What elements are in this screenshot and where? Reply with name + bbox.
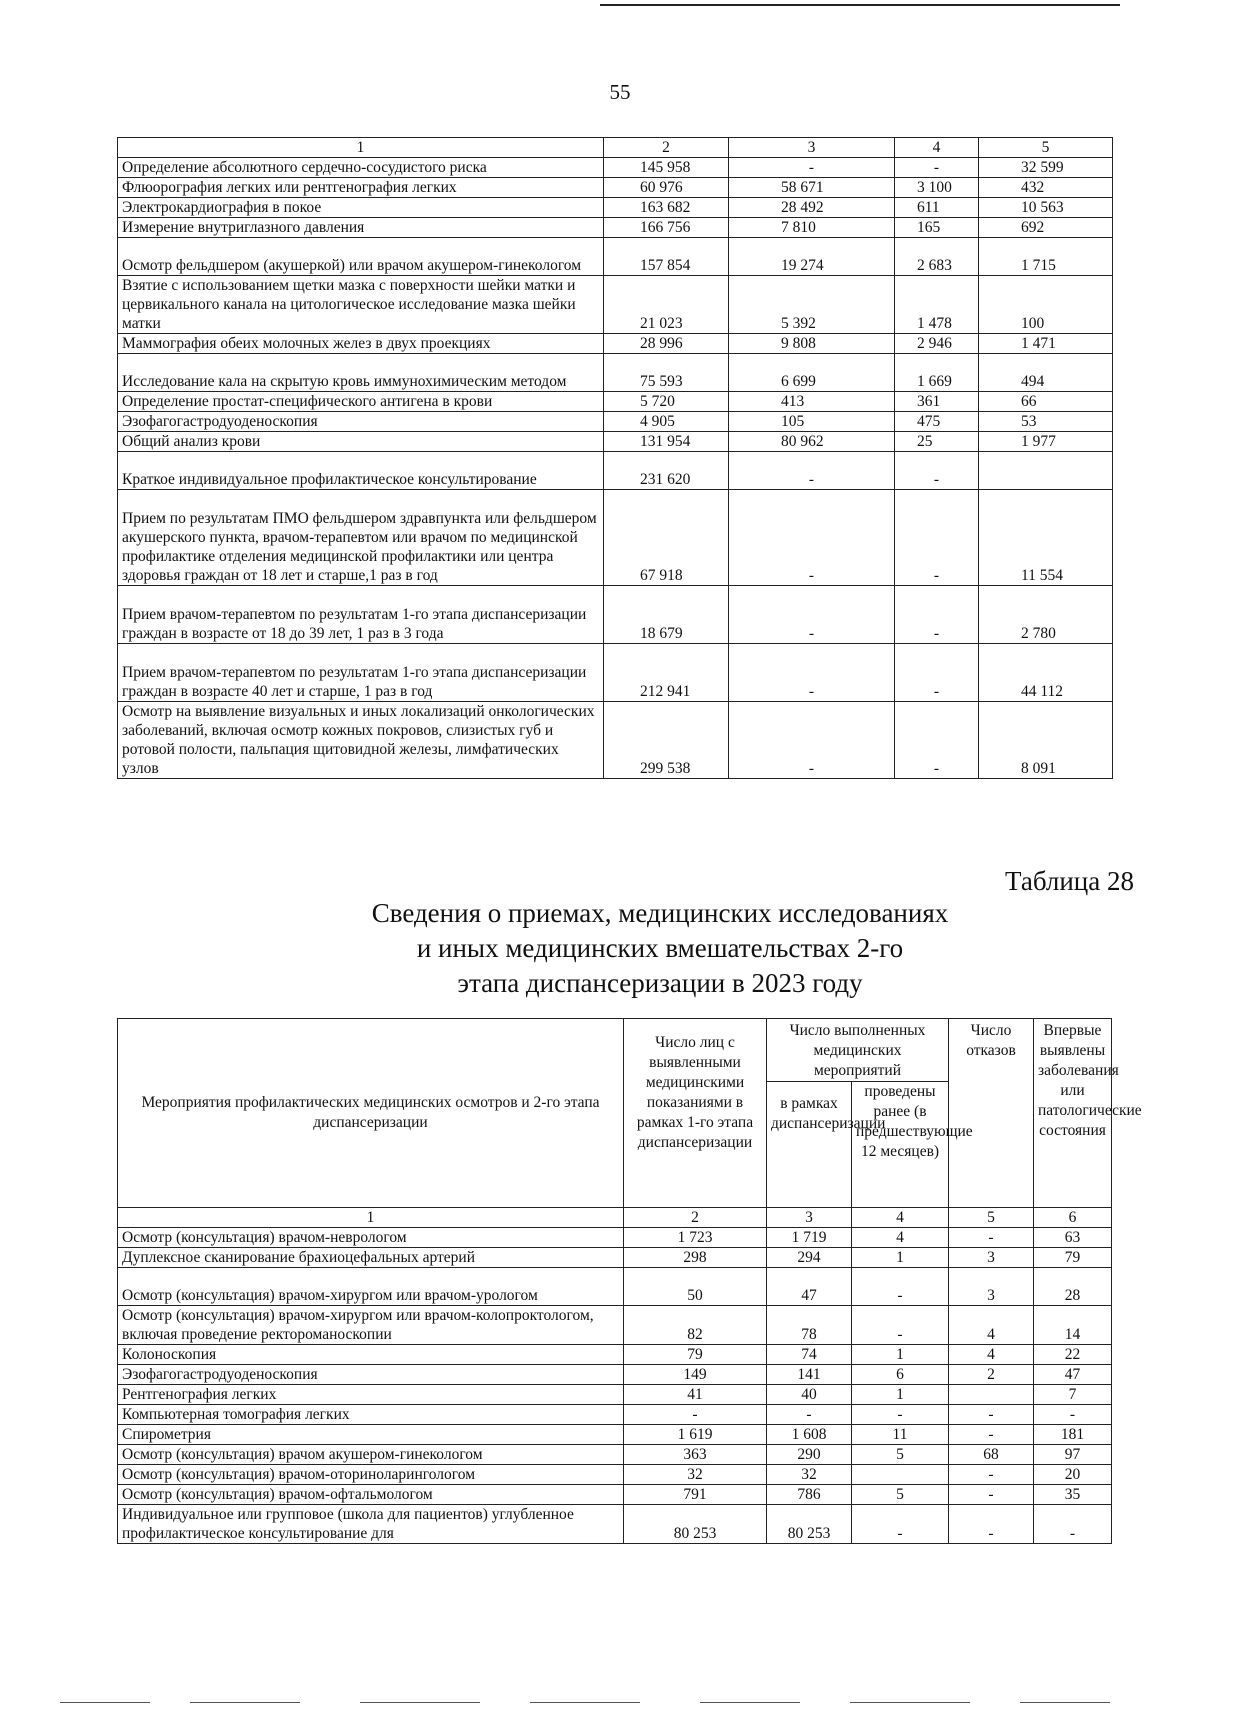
cell-c6: 20 (1034, 1465, 1112, 1485)
cell-c6: 63 (1034, 1228, 1112, 1248)
row-label: Определение абсолютного сердечно-сосудистого риска (118, 158, 604, 178)
cell-c5: - (949, 1405, 1034, 1425)
row-label: Осмотр фельдшером (акушеркой) или врачом акушером-гинекологом (118, 238, 604, 276)
cell-c2: - (624, 1405, 767, 1425)
row-label: Колоноскопия (118, 1345, 624, 1365)
cell-c3: - (729, 452, 895, 490)
cell-c5: - (949, 1465, 1034, 1485)
table-row (118, 1385, 1112, 1405)
cell-c5: 3 (949, 1248, 1034, 1268)
cell-c4: - (895, 158, 979, 178)
cell-c2: 145 958 (604, 158, 729, 178)
table-row (118, 1485, 1112, 1505)
cell-c5: 68 (949, 1445, 1034, 1465)
cell-c4: 25 (895, 432, 979, 452)
cell-c5: 1 977 (979, 432, 1113, 452)
table-row (118, 354, 1113, 392)
column-number: 3 (729, 138, 895, 158)
row-label: Прием по результатам ПМО фельдшером здравпункта или фельдшером акушерского пункта, врачом-терапевтом или врачом по медицинской профилактике отделения медицинской профилактики или центра здоровья граждан от 18 лет и старше,1 раз в год (118, 490, 604, 586)
row-label: Эзофагогастродуоденоскопия (118, 1365, 624, 1385)
cell-c5: 66 (979, 392, 1113, 412)
cell-c3: - (729, 702, 895, 779)
cell-c5: 4 (949, 1306, 1034, 1345)
row-label: Прием врачом-терапевтом по результатам 1-го этапа диспансеризации граждан в возрасте от 18 до 39 лет, 1 раз в 3 года (118, 586, 604, 644)
cell-c5: - (949, 1228, 1034, 1248)
column-number: 4 (895, 138, 979, 158)
cell-c3: 1 608 (767, 1425, 852, 1445)
scan-top-border (600, 4, 1120, 6)
table-row (118, 1345, 1112, 1365)
cell-c4: - (895, 586, 979, 644)
column-number: 1 (118, 1208, 624, 1228)
cell-c2: 131 954 (604, 432, 729, 452)
cell-c2: 4 905 (604, 412, 729, 432)
cell-c5: - (949, 1425, 1034, 1445)
row-label: Дуплексное сканирование брахиоцефальных артерий (118, 1248, 624, 1268)
cell-c3: - (729, 158, 895, 178)
table-row (118, 1425, 1112, 1445)
table-row (118, 238, 1113, 276)
table-row (118, 276, 1113, 334)
cell-c4: 611 (895, 198, 979, 218)
title-line-1: Сведения о приемах, медицинских исследованиях (371, 898, 949, 928)
cell-c6: - (1034, 1405, 1112, 1425)
cell-c3: 105 (729, 412, 895, 432)
cell-c6: 79 (1034, 1248, 1112, 1268)
cell-c2: 18 679 (604, 586, 729, 644)
table-row (118, 158, 1113, 178)
table-row (118, 1365, 1112, 1385)
cell-c3: - (767, 1405, 852, 1425)
cell-c5: 11 554 (979, 490, 1113, 586)
cell-c5: 692 (979, 218, 1113, 238)
title-line-2: и иных медицинских вмешательствах 2-го (416, 933, 904, 963)
column-number: 3 (767, 1208, 852, 1228)
table-row (118, 1445, 1112, 1465)
cell-c3: 74 (767, 1345, 852, 1365)
row-label: Осмотр (консультация) врачом-офтальмологом (118, 1485, 624, 1505)
cell-c5 (949, 1385, 1034, 1405)
cell-c4: - (895, 644, 979, 702)
cell-c3: 47 (767, 1268, 852, 1306)
table-row (118, 490, 1113, 586)
row-label: Рентгенография легких (118, 1385, 624, 1405)
table-row (118, 392, 1113, 412)
table-row (118, 702, 1113, 779)
row-label: Прием врачом-терапевтом по результатам 1-го этапа диспансеризации граждан в возрасте 40 лет и старше, 1 раз в год (118, 644, 604, 702)
table-row (118, 432, 1113, 452)
title-line-3: этапа диспансеризации в 2023 году (457, 968, 863, 998)
cell-c4: 1 (852, 1385, 949, 1405)
cell-c3: - (729, 586, 895, 644)
column-number: 6 (1034, 1208, 1112, 1228)
table-row (118, 218, 1113, 238)
cell-c5: 53 (979, 412, 1113, 432)
cell-c4: - (852, 1268, 949, 1306)
cell-c5: 8 091 (979, 702, 1113, 779)
table-row (118, 198, 1113, 218)
row-label: Общий анализ крови (118, 432, 604, 452)
cell-c2: 41 (624, 1385, 767, 1405)
cell-c3: 28 492 (729, 198, 895, 218)
cell-c4: 2 946 (895, 334, 979, 354)
cell-c4: - (895, 702, 979, 779)
cell-c2: 79 (624, 1345, 767, 1365)
cell-c5: 432 (979, 178, 1113, 198)
row-label: Электрокардиография в покое (118, 198, 604, 218)
cell-c5: 4 (949, 1345, 1034, 1365)
cell-c3: 58 671 (729, 178, 895, 198)
cell-c5: 10 563 (979, 198, 1113, 218)
cell-c2: 67 918 (604, 490, 729, 586)
cell-c2: 231 620 (604, 452, 729, 490)
cell-c4: 11 (852, 1425, 949, 1445)
table-row (118, 452, 1113, 490)
cell-c4: 361 (895, 392, 979, 412)
cell-c2: 157 854 (604, 238, 729, 276)
table-row (118, 1465, 1112, 1485)
table-1-column-numbers (118, 138, 1113, 158)
cell-c4: 1 (852, 1345, 949, 1365)
cell-c5: - (949, 1485, 1034, 1505)
cell-c6: 28 (1034, 1268, 1112, 1306)
cell-c6: - (1034, 1505, 1112, 1544)
cell-c3: 40 (767, 1385, 852, 1405)
cell-c3: 80 962 (729, 432, 895, 452)
table-row (118, 1248, 1112, 1268)
cell-c6: 35 (1034, 1485, 1112, 1505)
cell-c3: 5 392 (729, 276, 895, 334)
header-within-dispensarization: в рамках диспансеризации (767, 1082, 852, 1208)
cell-c5: 44 112 (979, 644, 1113, 702)
cell-c3: 6 699 (729, 354, 895, 392)
row-label: Взятие с использованием щетки мазка с поверхности шейки матки и цервикального канала на цитологическое исследование мазка шейки матки (118, 276, 604, 334)
cell-c4: 1 (852, 1248, 949, 1268)
cell-c3: 78 (767, 1306, 852, 1345)
cell-c4: 3 100 (895, 178, 979, 198)
row-label: Осмотр (консультация) врачом-хирургом или врачом-колопроктологом, включая проведение ректороманоскопии (118, 1306, 624, 1345)
cell-c2: 166 756 (604, 218, 729, 238)
cell-c4: 1 478 (895, 276, 979, 334)
cell-c2: 212 941 (604, 644, 729, 702)
cell-c2: 21 023 (604, 276, 729, 334)
cell-c5: 2 780 (979, 586, 1113, 644)
cell-c5: 100 (979, 276, 1113, 334)
cell-c2: 1 723 (624, 1228, 767, 1248)
cell-c5: 3 (949, 1268, 1034, 1306)
row-label: Определение простат-специфического антигена в крови (118, 392, 604, 412)
row-label: Индивидуальное или групповое (школа для пациентов) углубленное профилактическое консультирование для (118, 1505, 624, 1544)
row-label: Осмотр (консультация) врачом-неврологом (118, 1228, 624, 1248)
cell-c3: 7 810 (729, 218, 895, 238)
cell-c4: - (852, 1306, 949, 1345)
cell-c2: 163 682 (604, 198, 729, 218)
cell-c2: 5 720 (604, 392, 729, 412)
table-row (118, 1306, 1112, 1345)
cell-c3: - (729, 490, 895, 586)
cell-c4: 165 (895, 218, 979, 238)
cell-c6: 97 (1034, 1445, 1112, 1465)
row-label: Осмотр на выявление визуальных и иных локализаций онкологических заболеваний, включая осмотр кожных покровов, слизистых губ и ротовой полости, пальпация щитовидной железы, лимфатических узлов (118, 702, 604, 779)
row-label: Осмотр (консультация) врачом-хирургом или врачом-урологом (118, 1268, 624, 1306)
table-row (118, 1405, 1112, 1425)
cell-c2: 28 996 (604, 334, 729, 354)
table-row (118, 412, 1113, 432)
cell-c2: 298 (624, 1248, 767, 1268)
header-activities: Мероприятия профилактических медицинских осмотров и 2-го этапа диспансеризации (118, 1019, 624, 1208)
cell-c4: 1 669 (895, 354, 979, 392)
cell-c5: - (949, 1505, 1034, 1544)
column-number: 1 (118, 138, 604, 158)
cell-c4: - (852, 1505, 949, 1544)
cell-c4: 2 683 (895, 238, 979, 276)
table-row (118, 1228, 1112, 1248)
table-row (118, 1505, 1112, 1544)
row-label: Осмотр (консультация) врачом-оториноларингологом (118, 1465, 624, 1485)
cell-c3: 80 253 (767, 1505, 852, 1544)
cell-c2: 149 (624, 1365, 767, 1385)
table-row (118, 178, 1113, 198)
cell-c4: 475 (895, 412, 979, 432)
cell-c6: 181 (1034, 1425, 1112, 1445)
cell-c2: 80 253 (624, 1505, 767, 1544)
table-row (118, 1268, 1112, 1306)
row-label: Измерение внутриглазного давления (118, 218, 604, 238)
header-first-detected: Впервые выявлены заболевания или патологические состояния (1034, 1019, 1112, 1208)
cell-c6: 7 (1034, 1385, 1112, 1405)
table-row (118, 586, 1113, 644)
table-2nd-stage (117, 1018, 1142, 1544)
table-2-column-numbers (118, 1208, 1112, 1228)
cell-c4: 4 (852, 1228, 949, 1248)
cell-c4: - (895, 490, 979, 586)
cell-c3: 19 274 (729, 238, 895, 276)
cell-c4: 5 (852, 1445, 949, 1465)
cell-c3: 413 (729, 392, 895, 412)
cell-c4: - (895, 452, 979, 490)
row-label: Флюорография легких или рентгенография легких (118, 178, 604, 198)
cell-c3: 290 (767, 1445, 852, 1465)
scan-bottom-border (60, 1702, 1140, 1703)
row-label: Эзофагогастродуоденоскопия (118, 412, 604, 432)
cell-c3: 32 (767, 1465, 852, 1485)
column-number: 4 (852, 1208, 949, 1228)
header-persons-with-indications: Число лиц с выявленными медицинскими показаниями в рамках 1-го этапа диспансеризации (624, 1019, 767, 1208)
cell-c6: 22 (1034, 1345, 1112, 1365)
header-previously-done: проведены ранее (в предшествующие 12 месяцев) (852, 1082, 949, 1208)
cell-c4 (852, 1465, 949, 1485)
column-number: 5 (949, 1208, 1034, 1228)
column-number: 2 (604, 138, 729, 158)
header-performed-group: Число выполненных медицинских мероприятий (767, 1019, 949, 1082)
cell-c2: 60 976 (604, 178, 729, 198)
cell-c2: 1 619 (624, 1425, 767, 1445)
cell-c3: 141 (767, 1365, 852, 1385)
cell-c2: 791 (624, 1485, 767, 1505)
cell-c5: 1 471 (979, 334, 1113, 354)
cell-c5: 494 (979, 354, 1113, 392)
row-label: Спирометрия (118, 1425, 624, 1445)
page-number: 55 (609, 80, 631, 104)
table-row (118, 334, 1113, 354)
cell-c3: 786 (767, 1485, 852, 1505)
column-number: 2 (624, 1208, 767, 1228)
cell-c6: 47 (1034, 1365, 1112, 1385)
column-number: 5 (979, 138, 1113, 158)
cell-c6: 14 (1034, 1306, 1112, 1345)
table-label: Таблица 28 (1005, 866, 1134, 896)
cell-c3: 1 719 (767, 1228, 852, 1248)
cell-c3: - (729, 644, 895, 702)
cell-c2: 363 (624, 1445, 767, 1465)
cell-c5: 1 715 (979, 238, 1113, 276)
row-label: Компьютерная томография легких (118, 1405, 624, 1425)
cell-c2: 32 (624, 1465, 767, 1485)
cell-c2: 82 (624, 1306, 767, 1345)
cell-c2: 299 538 (604, 702, 729, 779)
table-row (118, 644, 1113, 702)
cell-c5 (979, 452, 1113, 490)
cell-c3: 294 (767, 1248, 852, 1268)
header-refusals: Число отказов (949, 1019, 1034, 1208)
table-1st-stage (117, 137, 1113, 779)
cell-c4: 6 (852, 1365, 949, 1385)
cell-c5: 2 (949, 1365, 1034, 1385)
page-title (200, 896, 1120, 1001)
row-label: Осмотр (консультация) врачом акушером-гинекологом (118, 1445, 624, 1465)
cell-c4: - (852, 1405, 949, 1425)
cell-c3: 9 808 (729, 334, 895, 354)
row-label: Краткое индивидуальное профилактическое консультирование (118, 452, 604, 490)
cell-c2: 50 (624, 1268, 767, 1306)
cell-c5: 32 599 (979, 158, 1113, 178)
cell-c4: 5 (852, 1485, 949, 1505)
row-label: Маммография обеих молочных желез в двух проекциях (118, 334, 604, 354)
cell-c2: 75 593 (604, 354, 729, 392)
row-label: Исследование кала на скрытую кровь иммунохимическим методом (118, 354, 604, 392)
